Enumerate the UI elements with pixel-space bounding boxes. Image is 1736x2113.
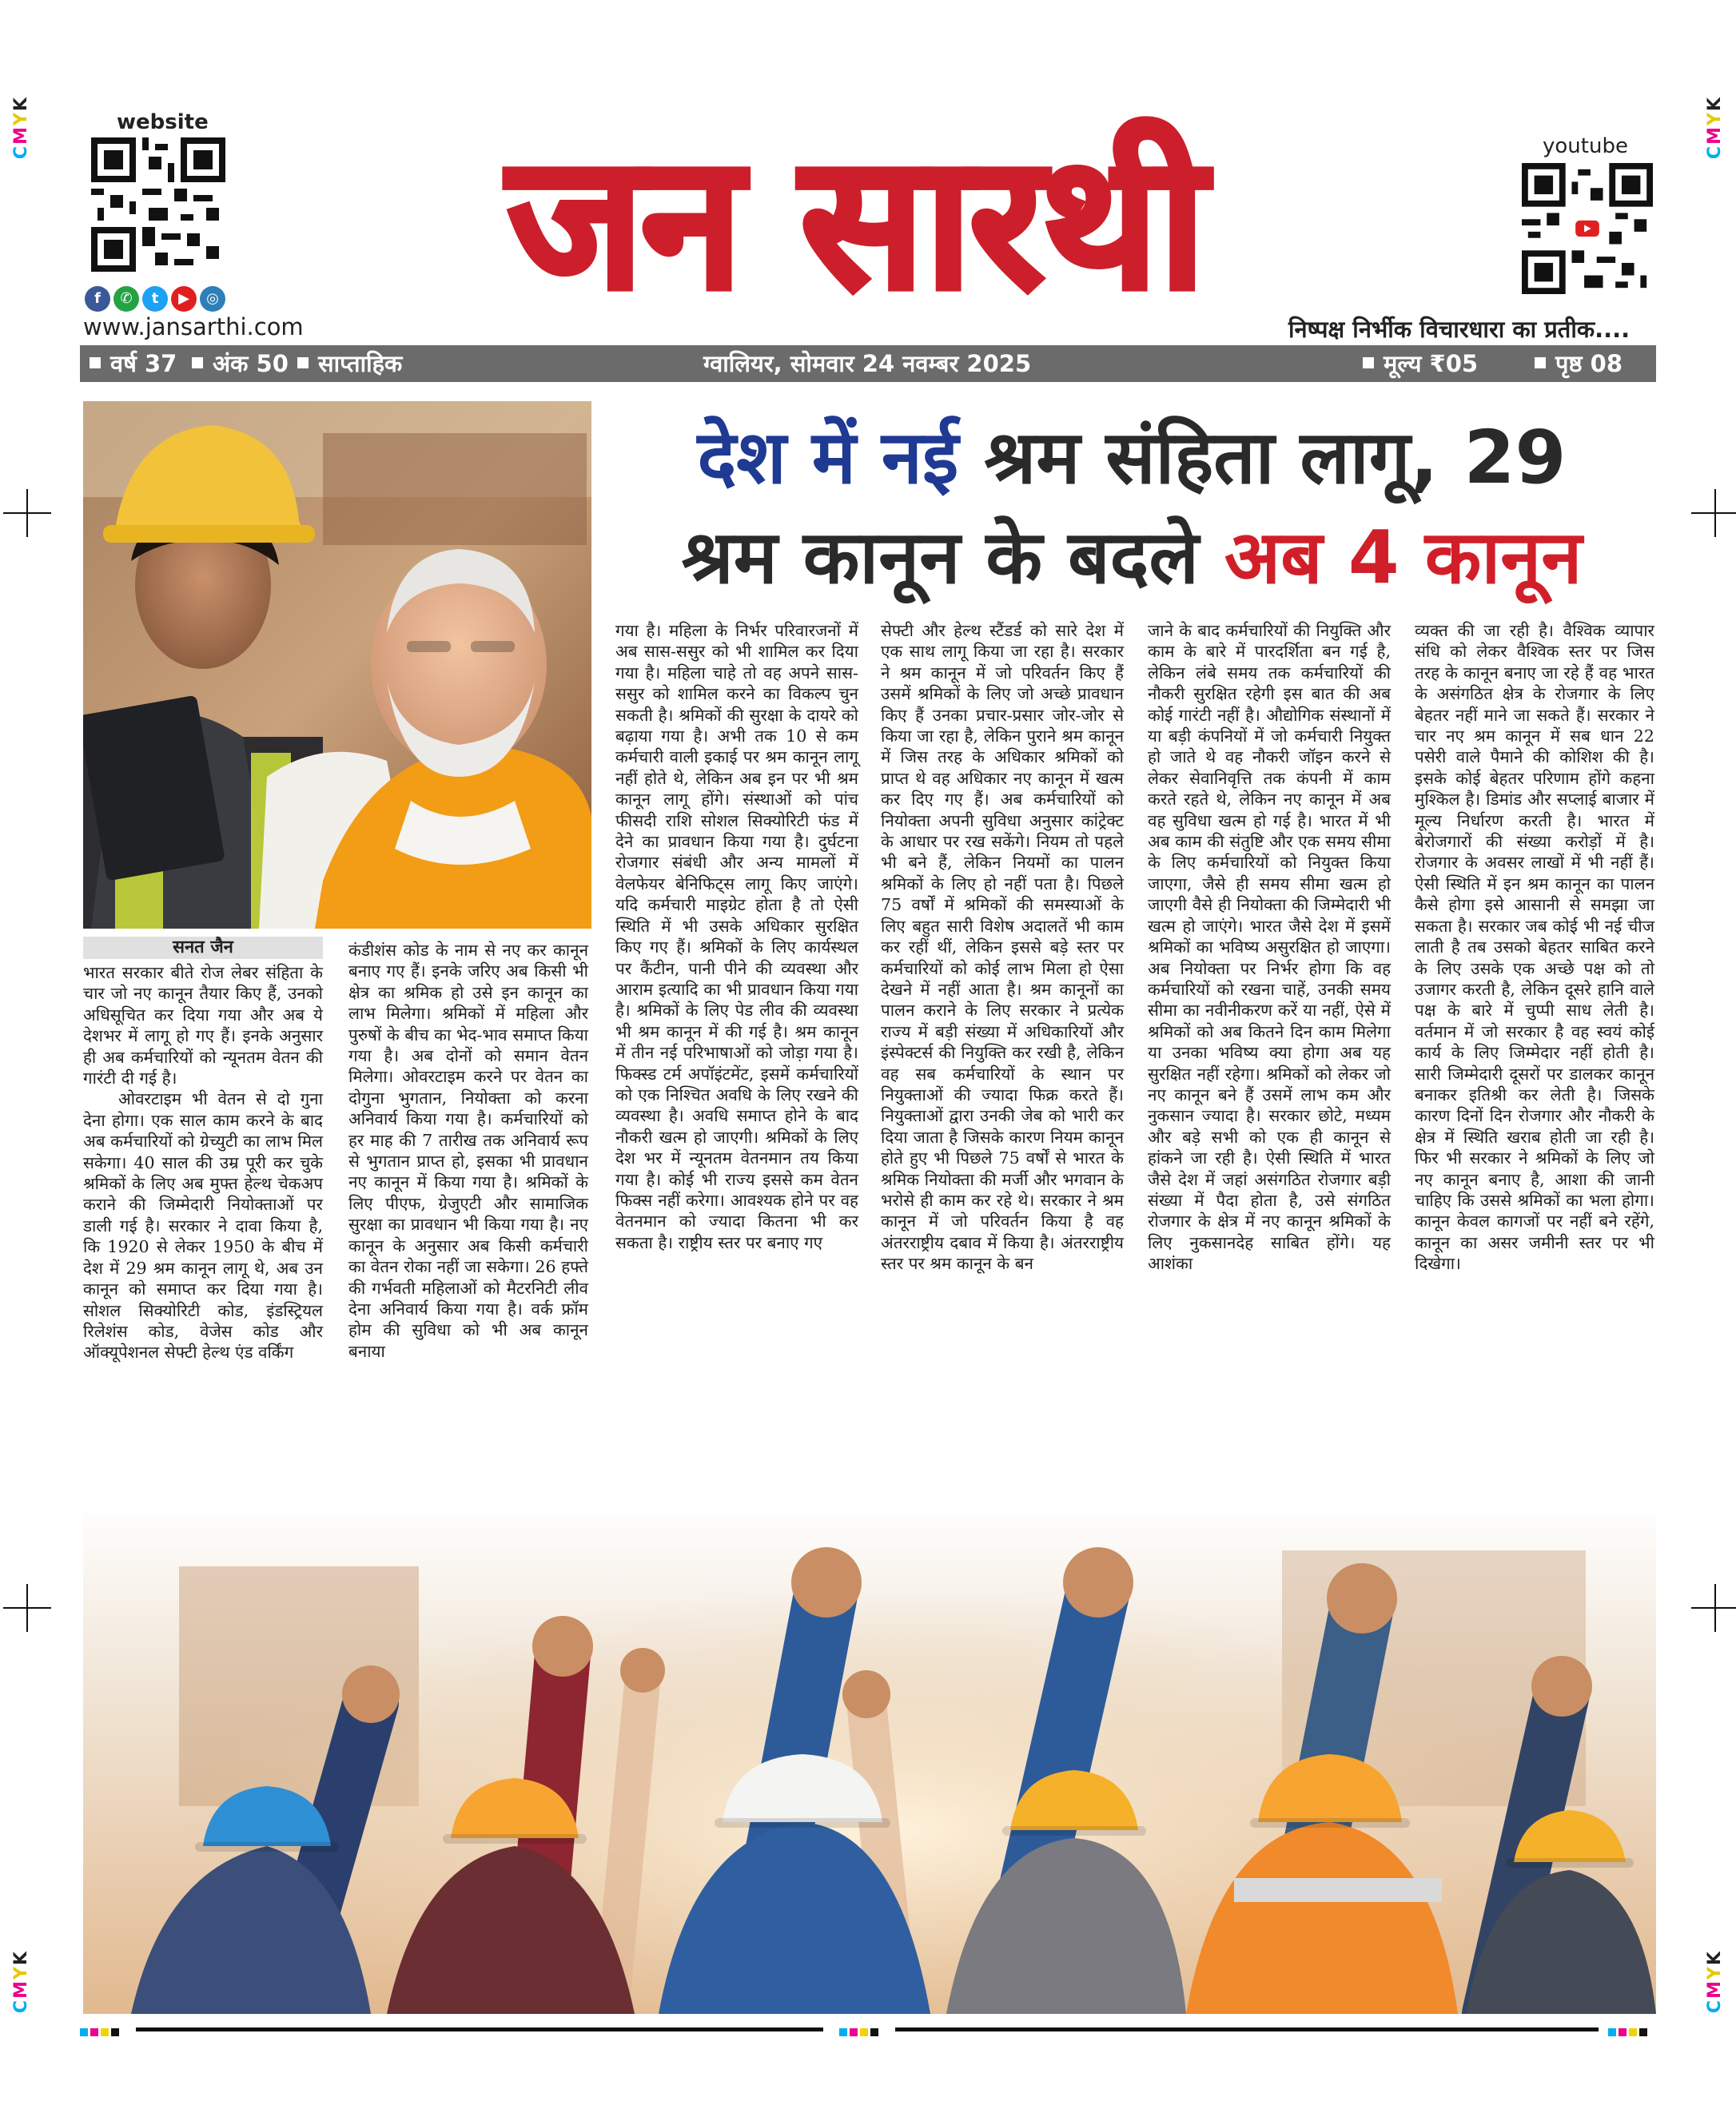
bottom-rule-right xyxy=(895,2027,1599,2031)
byline: सनत जैन xyxy=(83,937,323,959)
headline-part1-blue: देश में नई xyxy=(697,415,959,500)
registration-mark-left-top xyxy=(3,489,51,537)
tagline: निष्पक्ष निर्भीक विचारधारा का प्रतीक.... xyxy=(1288,316,1630,343)
registration-mark-right-bottom xyxy=(1691,1584,1736,1632)
registration-mark-right-top xyxy=(1691,489,1736,537)
paragraph: ओवरटाइम भी वेतन से दो गुना देना होगा। एक साल काम करने के बाद अब कर्मचारियों को ग्रेच्युटी का लाभ मिल सकेगा। 40 साल की उम्र पूरी कर चुके श्रमिकों के लिए अब मुफ्त हेल्थ चेकअप कराने की जिम्मेदारी नियोक्ताओं पर डाली गई है। सरकार ने दावा किया है, कि 1920 से लेकर 1950 के बीच में देश में 29 श्रम कानून लागू थे, अब उन कानून को समाप्त कर दिया गया है। सोशल सिक्योरिटी कोड, इंडस्ट्रियल रिलेशंस कोड, वेजेस कोड और ऑक्यूपेशनल सेफ्टी हेल्थ एंड वर्किंग xyxy=(83,1089,323,1363)
youtube-label: youtube xyxy=(1543,134,1628,158)
workers-photo xyxy=(83,1502,1656,2014)
paragraph: जाने के बाद कर्मचारियों की नियुक्ति और काम के बारे में पारदर्शिता बन गई है, लेकिन लंबे समय तक कर्मचारियों की नौकरी सुरक्षित रहेगी इस बात की अब कोई गारंटी नहीं है। औद्योगिक संस्थानों में या बड़ी कंपनियों में जो कर्मचारी नियुक्त हो जाते थे वह नौकरी जॉइन करने से लेकर सेवानिवृत्ति तक कंपनी में काम करते रहते थे, लेकिन नए कानून में अब वह सुविधा खत्म हो गई है। भारत में भी अब काम की संतुष्टि और एक समय सीमा के लिए कर्मचारियों को नियुक्त किया जाएगा, जैसे ही समय सीमा खत्म हो जाएगी वैसे ही नियोक्ता की जिम्मेदारी भी खत्म हो जाएंगे। भारत जैसे देश में इसमें श्रमिकों का भविष्य असुरक्षित हो जाएगा। अब नियोक्ता पर निर्भर होगा कि वह कर्मचारियों को रखना चाहें, उनकी समय सीमा का नवीनीकरण करें या नहीं, ऐसे में श्रमिकों को अब कितने दिन काम मिलेगा या उनका भविष्य क्या होगा अब यह सुरक्षित नहीं रहेगा। श्रमिकों को लेकर जो नए कानून बने हैं उसमें लाभ कम और नुकसान ज्यादा है। सरकार छोटे, मध्यम और बड़े सभी को एक ही कानून से हांकने जा रही है। ऐसी स्थिति में भारत जैसे देश में जहां असंगठित रोजगार बड़ी संख्या में पैदा होता है, उसे संगठित रोजगार के क्षेत्र में नए कानून श्रमिकों के लिए नुकसानदेह साबित होंगे। यह आशंका xyxy=(1148,621,1391,1274)
article-column-5 xyxy=(1148,620,1391,1275)
newspaper-masthead: जन सारथी xyxy=(507,117,1204,330)
cmyk-mark-bottom-left: CMYK xyxy=(11,1950,31,2014)
price: मूल्य ₹05 xyxy=(1384,350,1479,377)
main-headline xyxy=(607,408,1656,607)
article-column-2 xyxy=(348,940,588,1362)
registration-mark-left-bottom xyxy=(3,1584,51,1632)
dateline: ग्वालियर, सोमवार 24 नवम्बर 2025 xyxy=(703,350,1032,377)
website-label: website xyxy=(117,110,209,134)
paragraph: भारत सरकार बीते रोज लेबर संहिता के चार जो नए कानून तैयार किए हैं, उनको अधिसूचित कर दिया गया और अब ये देशभर में लागू हो गए हैं। इनके अनुसार ही अब कर्मचारियों को न्यूनतम वेतन की गारंटी दी गई है। xyxy=(83,963,323,1088)
website-qr-code[interactable] xyxy=(91,137,225,272)
article-column-1 xyxy=(83,962,323,1363)
paragraph: गया है। महिला के निर्भर परिवारजनों में अब सास-ससुर को भी शामिल कर दिया गया है। महिला चाहे तो वह अपने सास-ससुर को शामिल करने का विकल्प चुन सकती है। श्रमिकों की सुरक्षा के दायरे को बढ़ाया गया है। अभी तक 10 से कम कर्मचारी वाली इकाई पर श्रम कानून लागू नहीं होते थे, लेकिन अब इन पर भी श्रम कानून लागू होंगे। संस्थाओं को पांच फीसदी राशि सोशल सिक्योरिटी फंड में देने का प्रावधान किया गया है। दुर्घटना रोजगार संबंधी और अन्य मामलों में वेलफेयर बेनिफिट्स लागू किए जाएंगे। यदि कर्मचारी माइग्रेट होता है तो ऐसी स्थिति में भी उसके अधिकार सुरक्षित किए गए हैं। श्रमिकों के लिए कार्यस्थल पर कैंटीन, पानी पीने की व्यवस्था और आराम इत्यादि का भी प्रावधान किया गया है। श्रमिकों के लिए पेड लीव की व्यवस्था भी श्रम कानून में की गई है। श्रम कानून में तीन नई परिभाषाओं को जोड़ा गया है। फिक्स्ड टर्म अपॉइंटमेंट, इसमें कर्मचारियों को एक निश्चित अवधि के लिए रखने की व्यवस्था है। अवधि समाप्त होने के बाद नौकरी खत्म हो जाएगी। श्रमिकों के लिए देश भर में न्यूनतम वेतनमान तय किया गया है। कोई भी राज्य इससे कम वेतन फिक्स नहीं करेगा। आवश्यक होने पर वह वेतनमान को ज्यादा कितना भी कर सकता है। राष्ट्रीय स्तर पर बनाए गए xyxy=(615,621,858,1252)
youtube-icon[interactable]: ▶ xyxy=(171,286,197,312)
social-icons xyxy=(85,286,229,312)
bottom-rule-left xyxy=(136,2027,823,2031)
article-column-3 xyxy=(615,620,858,1253)
headline-part2-rest: श्रम कानून के बदले xyxy=(681,515,1199,600)
color-bar-center xyxy=(839,2024,881,2034)
page-count: पृष्ठ 08 xyxy=(1555,350,1623,377)
paragraph: कंडीशंस कोड के नाम से नए कर कानून बनाए गए हैं। इनके जरिए अब किसी भी क्षेत्र का श्रमिक हो उसे इन कानून का लाभ मिलेगा। श्रमिकों में महिला और पुरुषों के बीच का भेद-भाव समाप्त किया गया है। अब दोनों को समान वेतन मिलेगा। ओवरटाइम करने पर वेतन का दोगुना भुगतान, नियोक्ता को करना अनिवार्य किया गया है। कर्मचारियों को हर माह की 7 तारीख तक अनिवार्य रूप से भुगतान प्राप्त हो, इसका भी प्रावधान नए कानून में किया गया है। श्रमिकों के लिए पीएफ, ग्रेजुएटी और सामाजिक सुरक्षा का प्रावधान भी किया गया है। नए कानून के अनुसार अब किसी कर्मचारी का वेतन रोका नहीं जा सकेगा। 26 हफ्ते की गर्भवती महिलाओं को मैटरनिटी लीव देना अनिवार्य किया गया है। वर्क फ्रॉम होम की सुविधा को भी अब कानून बनाया xyxy=(348,941,588,1361)
globe-icon[interactable]: ◎ xyxy=(200,286,225,312)
headline-part2-red: अब 4 कानून xyxy=(1224,515,1583,600)
article-column-4 xyxy=(881,620,1124,1275)
paragraph: व्यक्त की जा रही है। वैश्विक व्यापार संधि को लेकर वैश्विक स्तर पर जिस तरह के कानून बनाए जा रहे हैं वह भारत के असंगठित क्षेत्र के रोजगार के लिए बेहतर नहीं माने जा सकते हैं। सरकार ने चार नए श्रम कानून में सब धान 22 पसेरी वाले पैमाने की कोशिश की है। इसके कोई बेहतर परिणाम होंगे कहना मुश्किल है। डिमांड और सप्लाई बाजार में मूल्य निर्धारण करती है। भारत में बेरोजगारों की संख्या करोड़ों में है। रोजगार के अवसर लाखों में भी नहीं हैं। ऐसी स्थिति में इन श्रम कानून का पालन कैसे होगा इसे आसानी से समझा जा सकता है। सरकार जब कोई भी नई चीज लाती है तब उसको बेहतर साबित करने के लिए उसके एक अच्छे पक्ष को तो उजागर करती है, लेकिन दूसरे हानि वाले पक्ष के बारे में चुप्पी साध लेती है। वर्तमान में जो सरकार है वह स्वयं कोई कार्य के लिए जिम्मेदार नहीं होती है। सारी जिम्मेदारी दूसरों पर डालकर कानून बनाकर इतिश्री कर लेती है। जिसके कारण दिनों दिन रोजगार और नौकरी के क्षेत्र में स्थिति खराब होती जा रही है। फिर भी सरकार ने श्रमिकों के लिए जो नए कानून बनाए है, आशा की जानी चाहिए कि उससे श्रमिकों का भला होगा। कानून केवल कागजों पर नहीं बने रहेंगे, कानून का असर जमीनी स्तर पर भी दिखेगा। xyxy=(1415,621,1654,1274)
whatsapp-icon[interactable]: ✆ xyxy=(113,286,139,312)
headline-part1-rest: श्रम संहिता लागू, 29 xyxy=(984,415,1567,500)
article-column-6 xyxy=(1415,620,1654,1275)
paragraph: सेफ्टी और हेल्थ स्टैंडर्ड को सारे देश में एक साथ लागू किया जा रहा है। सरकार ने श्रम कानून में जो परिवर्तन किए हैं उसमें श्रमिकों के लिए जो अच्छे प्रावधान किए हैं उनका प्रचार-प्रसार जोर-जोर से किया जा रहा है, लेकिन पुराने श्रम कानून में जिस तरह के अधिकार श्रमिकों को प्राप्त थे वह अधिकार नए कानून में खत्म कर दिए गए हैं। अब कर्मचारियों को नियोक्ता अपनी सुविधा अनुसार कांट्रेक्ट के आधार पर रख सकेंगे। नियम तो पहले भी बने हैं, लेकिन नियमों का पालन श्रमिकों के लिए हो नहीं पता है। पिछले 75 वर्षों में श्रमिकों की समस्याओं के लिए बहुत सारी विशेष अदालतें भी काम कर रहीं थीं, लेकिन इससे बड़े स्तर पर कर्मचारियों को कोई लाभ मिला हो ऐसा देखने में नहीं आता है। श्रम कानूनों का पालन कराने के लिए सरकार ने प्रत्येक राज्य में बड़ी संख्या में अधिकारियों और इंस्पेक्टर्स की नियुक्ति कर रखी है, लेकिन वह सब कर्मचारियों के स्थान पर नियुक्ताओं की ज्यादा फिक्र करते हैं। नियुक्ताओं द्वारा उनकी जेब को भारी कर दिया जाता है जिसके कारण नियम कानून होते हुए भी पिछले 75 वर्षों से भारत के श्रमिक नियोक्ता की मर्जी और भगवान के भरोसे ही काम कर रहे थे। सरकार ने श्रम कानून में जो परिवर्तन किया है वह अंतरराष्ट्रीय दबाव में किया है। अंतरराष्ट्रीय स्तर पर श्रम कानून के बन xyxy=(881,621,1124,1274)
publication-frequency: साप्ताहिक xyxy=(318,350,403,377)
color-bar-right xyxy=(1608,2024,1650,2034)
facebook-icon[interactable]: f xyxy=(85,286,110,312)
cmyk-mark-top-left: CMYK xyxy=(11,96,31,160)
issue-number: अंक 50 xyxy=(213,350,289,377)
cmyk-mark-top-right: CMYK xyxy=(1705,96,1725,160)
color-bar-left xyxy=(80,2024,121,2034)
website-url[interactable]: www.jansarthi.com xyxy=(83,313,304,340)
volume-year: वर्ष 37 xyxy=(110,350,177,377)
twitter-icon[interactable]: t xyxy=(142,286,168,312)
cmyk-mark-bottom-right: CMYK xyxy=(1705,1950,1725,2014)
issue-info-bar xyxy=(80,345,1656,382)
youtube-qr-code[interactable] xyxy=(1522,163,1653,294)
lead-photo xyxy=(83,401,591,929)
